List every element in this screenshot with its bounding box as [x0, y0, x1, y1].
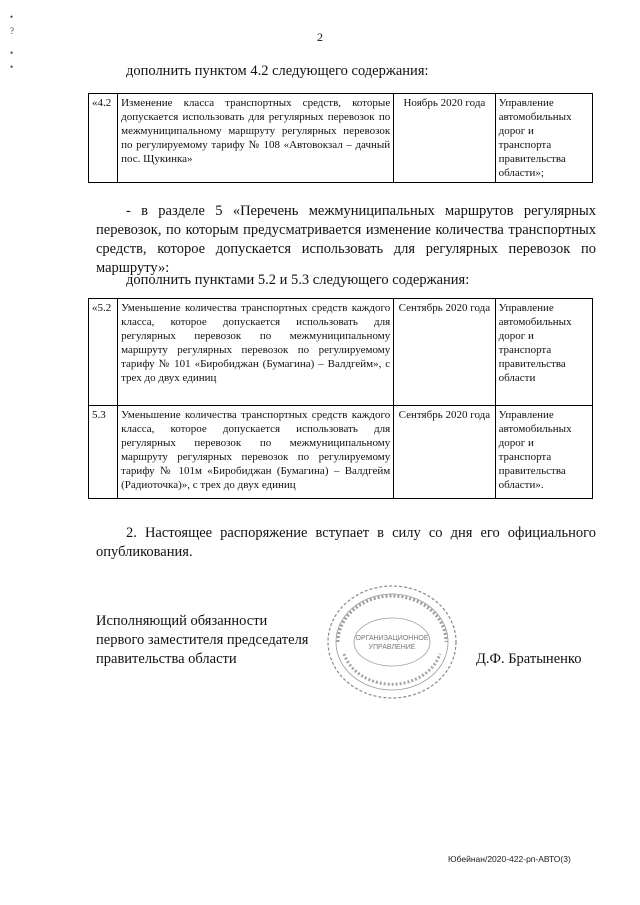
effective-date-paragraph: 2. Настоящее распоряжение вступает в силу со дня его официального опубликования.: [96, 525, 596, 560]
section5-paragraph: - в разделе 5 «Перечень межмуниципальных маршрутов регулярных перевозок, по которым предусматривается изменение количества транспортных средств, которое допускается использовать для регулярных перевозок по маршруту»:: [96, 203, 596, 276]
item-number: «5.2: [89, 299, 118, 406]
signatory-name: Д.Ф. Братыненко: [476, 651, 582, 667]
signatory-line: Исполняющий обязанности: [96, 613, 268, 629]
table-item-4-2: [88, 93, 593, 183]
item-date: Сентябрь 2020 года: [394, 299, 495, 406]
signatory-line: правительства области: [96, 651, 237, 667]
item-responsible: Управление автомобильных дорог и транспорта правительства области: [495, 299, 592, 406]
official-seal-stamp: [324, 582, 460, 702]
table-row: [89, 299, 593, 406]
stamp-inner-text: ОРГАНИЗАЦИОННОЕ: [355, 635, 429, 642]
item-date: Сентябрь 2020 года: [394, 406, 495, 499]
table-row: [89, 406, 593, 499]
document-code: Юбейнан/2020-422-рп-АВТО(3): [448, 854, 571, 864]
margin-mark: •: [10, 12, 14, 22]
item-text: Уменьшение количества транспортных средств каждого класса, которое допускается использовать для регулярных перевозок по межмуниципальному маршруту регулярных перевозок по регулируемому тарифу № 101 «Биробиджан (Бумагина) – Валдгейм», с трех до двух единиц: [118, 299, 394, 406]
item-text: Изменение класса транспортных средств, которые допускается использовать для регулярных перевозок по межмуниципальному маршруту регулярных перевозок по регулируемому тарифу № 108 «Автовокзал – дачный пос. Щукинка»: [118, 94, 394, 183]
signatory-title: [96, 612, 336, 669]
stamp-inner-text: УПРАВЛЕНИЕ: [368, 644, 416, 651]
signatory-line: первого заместителя председателя: [96, 632, 309, 648]
item-text: Уменьшение количества транспортных средств каждого класса, которое допускается использовать для регулярных перевозок по межмуниципальному маршруту регулярных перевозок по регулируемому тарифу № 101м «Биробиджан (Бумагина) – Валдгейм (Радиоточка)», с трех до двух единиц: [118, 406, 394, 499]
item-number: 5.3: [89, 406, 118, 499]
margin-mark: ?: [10, 26, 14, 36]
table-items-5-2-5-3: [88, 298, 593, 499]
intro-paragraph-4-2: дополнить пунктом 4.2 следующего содержания:: [126, 63, 429, 79]
item-responsible: Управление автомобильных дорог и транспорта правительства области».: [495, 406, 592, 499]
margin-mark: •: [10, 48, 14, 58]
intro-paragraph-5-2-5-3: дополнить пунктами 5.2 и 5.3 следующего содержания:: [126, 272, 470, 288]
page-number: 2: [317, 30, 323, 44]
table-row: [89, 94, 593, 183]
item-number: «4.2: [89, 94, 118, 183]
margin-mark: •: [10, 62, 14, 72]
item-responsible: Управление автомобильных дорог и транспорта правительства области»;: [495, 94, 592, 183]
item-date: Ноябрь 2020 года: [394, 94, 495, 183]
